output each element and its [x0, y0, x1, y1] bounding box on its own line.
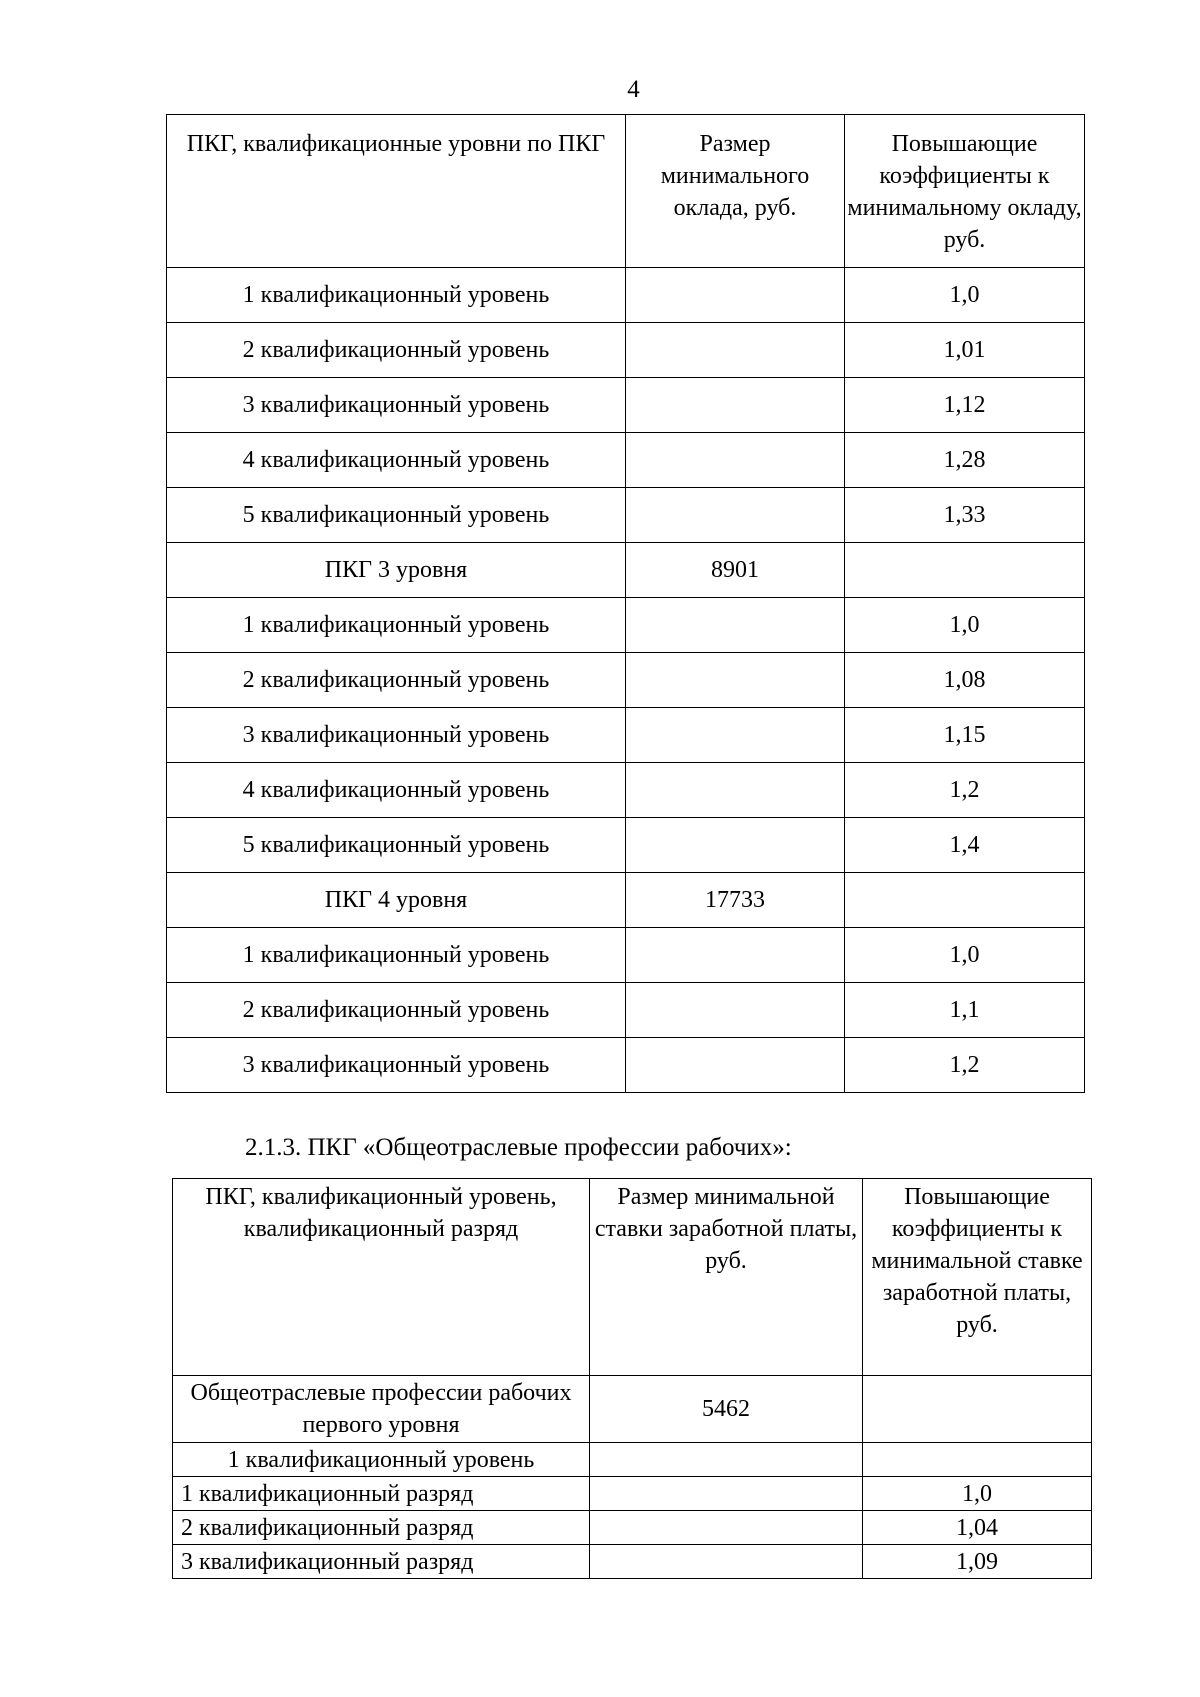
table-row	[167, 983, 1085, 1038]
level-name-cell: 1 квалификационный уровень	[173, 1443, 590, 1477]
coef-cell: 1,2	[845, 763, 1085, 818]
salary-cell	[626, 598, 845, 653]
coef-cell: 1,04	[863, 1511, 1092, 1545]
salary-cell	[590, 1477, 863, 1511]
coef-cell	[863, 1443, 1092, 1477]
coef-cell: 1,33	[845, 488, 1085, 543]
salary-cell	[626, 268, 845, 323]
salary-cell	[626, 653, 845, 708]
table-row	[173, 1376, 1092, 1443]
coef-cell	[845, 543, 1085, 598]
coef-cell: 1,09	[863, 1545, 1092, 1579]
header-cell: Размер минимального оклада, руб.	[626, 115, 845, 268]
salary-cell	[626, 818, 845, 873]
level-name-cell: 3 квалификационный уровень	[167, 1038, 626, 1093]
table-row	[167, 708, 1085, 763]
level-name-cell: 5 квалификационный уровень	[167, 818, 626, 873]
level-name-cell: 1 квалификационный уровень	[167, 268, 626, 323]
salary-cell	[626, 708, 845, 763]
salary-table-2	[172, 1178, 1092, 1579]
level-name-cell: 2 квалификационный уровень	[167, 983, 626, 1038]
coef-cell: 1,0	[845, 598, 1085, 653]
salary-cell	[626, 378, 845, 433]
table-header-row	[173, 1179, 1092, 1376]
table-row	[167, 433, 1085, 488]
group-name-cell: Общеотраслевые профессии рабочих первого уровня	[173, 1376, 590, 1443]
table-row	[167, 873, 1085, 928]
table-row	[167, 543, 1085, 598]
salary-table-1	[166, 114, 1085, 1093]
salary-cell	[626, 433, 845, 488]
table-row	[173, 1511, 1092, 1545]
level-name-cell: 3 квалификационный уровень	[167, 708, 626, 763]
salary-cell	[626, 323, 845, 378]
table-row	[167, 598, 1085, 653]
section-title: 2.1.3. ПКГ «Общеотраслевые профессии рабочих»:	[245, 1134, 792, 1161]
table-row	[167, 928, 1085, 983]
salary-cell	[626, 928, 845, 983]
table-row	[167, 1038, 1085, 1093]
coef-cell	[863, 1376, 1092, 1443]
table-row	[167, 763, 1085, 818]
salary-cell	[626, 983, 845, 1038]
header-cell: ПКГ, квалификационные уровни по ПКГ	[167, 115, 626, 268]
header-cell: ПКГ, квалификационный уровень, квалификационный разряд	[173, 1179, 590, 1376]
grade-name-cell: 1 квалификационный разряд	[173, 1477, 590, 1511]
salary-cell: 8901	[626, 543, 845, 598]
table-row	[173, 1443, 1092, 1477]
coef-cell: 1,4	[845, 818, 1085, 873]
level-name-cell: ПКГ 3 уровня	[167, 543, 626, 598]
salary-cell	[590, 1443, 863, 1477]
salary-cell	[590, 1545, 863, 1579]
coef-cell: 1,2	[845, 1038, 1085, 1093]
grade-name-cell: 3 квалификационный разряд	[173, 1545, 590, 1579]
level-name-cell: 2 квалификационный уровень	[167, 653, 626, 708]
coef-cell: 1,08	[845, 653, 1085, 708]
salary-cell: 5462	[590, 1376, 863, 1443]
level-name-cell: 1 квалификационный уровень	[167, 598, 626, 653]
table-row	[167, 268, 1085, 323]
coef-cell: 1,0	[845, 268, 1085, 323]
table-row	[167, 653, 1085, 708]
table-row	[173, 1545, 1092, 1579]
salary-cell	[626, 763, 845, 818]
table-row	[173, 1477, 1092, 1511]
salary-cell	[626, 1038, 845, 1093]
table-row	[167, 818, 1085, 873]
coef-cell: 1,28	[845, 433, 1085, 488]
page-number: 4	[627, 76, 640, 103]
salary-cell	[626, 488, 845, 543]
grade-name-cell: 2 квалификационный разряд	[173, 1511, 590, 1545]
salary-cell: 17733	[626, 873, 845, 928]
level-name-cell: 3 квалификационный уровень	[167, 378, 626, 433]
level-name-cell: 4 квалификационный уровень	[167, 433, 626, 488]
coef-cell: 1,1	[845, 983, 1085, 1038]
header-cell: Повышающие коэффициенты к минимальной ставке заработной платы, руб.	[863, 1179, 1092, 1376]
level-name-cell: 4 квалификационный уровень	[167, 763, 626, 818]
header-cell: Размер минимальной ставки заработной платы, руб.	[590, 1179, 863, 1376]
level-name-cell: ПКГ 4 уровня	[167, 873, 626, 928]
coef-cell	[845, 873, 1085, 928]
coef-cell: 1,0	[845, 928, 1085, 983]
table-row	[167, 323, 1085, 378]
level-name-cell: 2 квалификационный уровень	[167, 323, 626, 378]
table-header-row	[167, 115, 1085, 268]
table-row	[167, 378, 1085, 433]
header-cell: Повышающие коэффициенты к минимальному окладу, руб.	[845, 115, 1085, 268]
coef-cell: 1,0	[863, 1477, 1092, 1511]
coef-cell: 1,12	[845, 378, 1085, 433]
coef-cell: 1,15	[845, 708, 1085, 763]
table-row	[167, 488, 1085, 543]
level-name-cell: 1 квалификационный уровень	[167, 928, 626, 983]
salary-cell	[590, 1511, 863, 1545]
level-name-cell: 5 квалификационный уровень	[167, 488, 626, 543]
coef-cell: 1,01	[845, 323, 1085, 378]
